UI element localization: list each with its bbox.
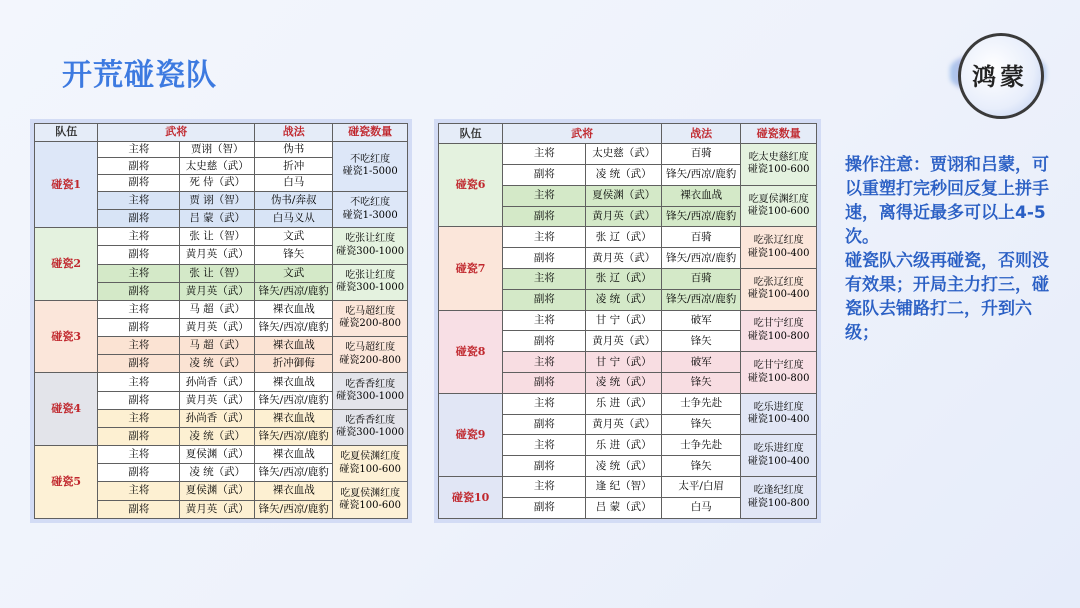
team-name: 碰瓷2 bbox=[35, 228, 98, 301]
qty-condition: 吃乐进红度 bbox=[753, 401, 804, 413]
general-cell: 张 让（智） bbox=[180, 228, 255, 246]
tactic-cell: 白马义从 bbox=[255, 210, 333, 228]
role-cell: 副将 bbox=[503, 289, 586, 310]
qty-range: 碰瓷1-3000 bbox=[342, 209, 398, 221]
role-cell: 副将 bbox=[503, 206, 586, 227]
qty-range: 碰瓷100-400 bbox=[747, 247, 810, 259]
tactic-cell: 锋矢/西凉/鹿豹 bbox=[662, 164, 741, 185]
tactic-cell: 锋矢/西凉/鹿豹 bbox=[255, 464, 333, 482]
general-cell: 贾诩（智） bbox=[180, 141, 255, 158]
table-row bbox=[439, 393, 817, 414]
tactic-cell: 裸衣血战 bbox=[255, 482, 333, 500]
team-name: 碰瓷6 bbox=[439, 144, 503, 227]
general-cell: 黄月英（武） bbox=[586, 248, 662, 269]
qty-range: 碰瓷1-5000 bbox=[342, 166, 398, 178]
header-general: 武将 bbox=[503, 124, 662, 144]
role-cell: 副将 bbox=[98, 500, 180, 518]
qty-cell bbox=[333, 482, 408, 519]
tactic-cell: 破军 bbox=[662, 352, 741, 373]
operation-notes bbox=[845, 153, 1050, 345]
tactic-cell: 裸衣血战 bbox=[255, 373, 333, 391]
general-cell: 黄月英（武） bbox=[180, 500, 255, 518]
general-cell: 太史慈（武） bbox=[586, 144, 662, 165]
tactic-cell: 锋矢/西凉/鹿豹 bbox=[255, 427, 333, 445]
team-name: 碰瓷7 bbox=[439, 227, 503, 310]
general-cell: 张 让（智） bbox=[180, 264, 255, 282]
role-cell: 主将 bbox=[98, 482, 180, 500]
tactic-cell: 士争先赴 bbox=[662, 435, 741, 456]
table-header-row bbox=[35, 124, 408, 142]
role-cell: 主将 bbox=[98, 337, 180, 355]
qty-range: 碰瓷200-800 bbox=[339, 318, 401, 330]
qty-condition: 吃张辽红度 bbox=[753, 276, 804, 288]
general-cell: 黄月英（武） bbox=[586, 331, 662, 352]
qty-condition: 吃夏侯渊红度 bbox=[748, 193, 809, 205]
qty-range: 碰瓷100-400 bbox=[747, 414, 810, 426]
tactic-cell: 白马 bbox=[255, 175, 333, 192]
role-cell: 主将 bbox=[503, 310, 586, 331]
tactic-cell: 折冲 bbox=[255, 158, 333, 175]
header-qty: 碰瓷数量 bbox=[333, 124, 408, 142]
general-cell: 凌 统（武） bbox=[180, 464, 255, 482]
role-cell: 副将 bbox=[503, 414, 586, 435]
qty-condition: 吃马超红度 bbox=[345, 342, 396, 354]
team-name: 碰瓷8 bbox=[439, 310, 503, 393]
qty-condition: 吃甘宁红度 bbox=[753, 360, 804, 372]
tactic-cell: 破军 bbox=[662, 310, 741, 331]
tactic-cell: 裸衣血战 bbox=[662, 185, 741, 206]
qty-condition: 吃乐进红度 bbox=[753, 443, 804, 455]
qty-range: 碰瓷100-600 bbox=[339, 500, 401, 512]
lineup-table-right bbox=[434, 119, 821, 523]
role-cell: 副将 bbox=[98, 427, 180, 445]
tactic-cell: 锋矢 bbox=[255, 246, 333, 264]
general-cell: 乐 进（武） bbox=[586, 435, 662, 456]
role-cell: 主将 bbox=[98, 446, 180, 464]
table-row bbox=[439, 477, 817, 498]
general-cell: 黄月英（武） bbox=[180, 282, 255, 300]
tactic-cell: 锋矢 bbox=[662, 331, 741, 352]
general-cell: 黄月英（武） bbox=[180, 391, 255, 409]
general-cell: 夏侯渊（武） bbox=[586, 185, 662, 206]
qty-condition: 吃太史慈红度 bbox=[748, 151, 809, 163]
role-cell: 副将 bbox=[98, 282, 180, 300]
qty-range: 碰瓷300-1000 bbox=[336, 391, 405, 403]
qty-condition: 吃张让红度 bbox=[345, 269, 396, 281]
qty-cell bbox=[333, 141, 408, 191]
general-cell: 死 侍（武） bbox=[180, 175, 255, 192]
team-name: 碰瓷3 bbox=[35, 300, 98, 373]
team-name: 碰瓷5 bbox=[35, 446, 98, 519]
general-cell: 吕 蒙（武） bbox=[180, 210, 255, 228]
tactic-cell: 锋矢/西凉/鹿豹 bbox=[662, 248, 741, 269]
role-cell: 副将 bbox=[503, 497, 586, 518]
team-name: 碰瓷1 bbox=[35, 141, 98, 228]
tactic-cell: 裸衣血战 bbox=[255, 409, 333, 427]
role-cell: 副将 bbox=[98, 175, 180, 192]
tactic-cell: 太平/白眉 bbox=[662, 477, 741, 498]
tactic-cell: 锋矢 bbox=[662, 373, 741, 394]
role-cell: 主将 bbox=[98, 373, 180, 391]
qty-condition: 吃张让红度 bbox=[345, 233, 396, 245]
qty-range: 碰瓷100-800 bbox=[747, 330, 810, 342]
general-cell: 贾 诩（智） bbox=[180, 191, 255, 209]
general-cell: 黄月英（武） bbox=[586, 414, 662, 435]
qty-cell bbox=[741, 477, 817, 519]
qty-range: 碰瓷200-800 bbox=[339, 354, 401, 366]
role-cell: 主将 bbox=[98, 228, 180, 246]
tactic-cell: 士争先赴 bbox=[662, 393, 741, 414]
tactic-cell: 裸衣血战 bbox=[255, 300, 333, 318]
role-cell: 副将 bbox=[98, 246, 180, 264]
general-cell: 逢 纪（智） bbox=[586, 477, 662, 498]
table-row bbox=[439, 310, 817, 331]
qty-condition: 吃夏侯渊红度 bbox=[340, 487, 401, 499]
tactic-cell: 伪书/奔叔 bbox=[255, 191, 333, 209]
general-cell: 凌 统（武） bbox=[586, 373, 662, 394]
role-cell: 主将 bbox=[98, 191, 180, 209]
role-cell: 主将 bbox=[98, 264, 180, 282]
qty-range: 碰瓷100-800 bbox=[747, 372, 810, 384]
tactic-cell: 白马 bbox=[662, 497, 741, 518]
qty-cell bbox=[333, 337, 408, 373]
qty-range: 碰瓷100-400 bbox=[747, 455, 810, 467]
tactic-cell: 锋矢/西凉/鹿豹 bbox=[662, 206, 741, 227]
tactic-cell: 折冲御侮 bbox=[255, 355, 333, 373]
role-cell: 主将 bbox=[503, 477, 586, 498]
qty-range: 碰瓷100-400 bbox=[747, 289, 810, 301]
general-cell: 凌 统（武） bbox=[180, 427, 255, 445]
tactic-cell: 百骑 bbox=[662, 227, 741, 248]
general-cell: 马 超（武） bbox=[180, 337, 255, 355]
qty-cell bbox=[741, 185, 817, 227]
role-cell: 副将 bbox=[503, 456, 586, 477]
qty-cell bbox=[333, 446, 408, 482]
header-qty: 碰瓷数量 bbox=[741, 124, 817, 144]
qty-condition: 不吃红度 bbox=[350, 197, 391, 209]
qty-condition: 吃香香红度 bbox=[345, 378, 396, 390]
table-row bbox=[35, 141, 408, 158]
table-row bbox=[35, 300, 408, 318]
qty-cell bbox=[333, 409, 408, 445]
general-cell: 甘 宁（武） bbox=[586, 310, 662, 331]
header-team: 队伍 bbox=[439, 124, 503, 144]
tactic-cell: 裸衣血战 bbox=[255, 337, 333, 355]
role-cell: 副将 bbox=[98, 158, 180, 175]
role-cell: 主将 bbox=[503, 352, 586, 373]
role-cell: 副将 bbox=[503, 248, 586, 269]
general-cell: 吕 蒙（武） bbox=[586, 497, 662, 518]
general-cell: 马 超（武） bbox=[180, 300, 255, 318]
general-cell: 夏侯渊（武） bbox=[180, 446, 255, 464]
table-row bbox=[35, 228, 408, 246]
qty-cell bbox=[741, 352, 817, 394]
tactic-cell: 锋矢/西凉/鹿豹 bbox=[662, 289, 741, 310]
brand-logo bbox=[950, 25, 1048, 123]
qty-range: 碰瓷100-600 bbox=[747, 206, 810, 218]
qty-condition: 吃夏侯渊红度 bbox=[340, 451, 401, 463]
general-cell: 黄月英（武） bbox=[586, 206, 662, 227]
lineup-table-left bbox=[30, 119, 412, 523]
qty-cell bbox=[741, 144, 817, 186]
lineup-table bbox=[438, 123, 817, 519]
header-tactic: 战法 bbox=[662, 124, 741, 144]
tactic-cell: 文武 bbox=[255, 264, 333, 282]
qty-range: 碰瓷300-1000 bbox=[336, 245, 405, 257]
qty-range: 碰瓷100-600 bbox=[339, 463, 401, 475]
lineup-table bbox=[34, 123, 408, 519]
role-cell: 副将 bbox=[503, 331, 586, 352]
table-row bbox=[439, 227, 817, 248]
general-cell: 太史慈（武） bbox=[180, 158, 255, 175]
qty-range: 碰瓷300-1000 bbox=[336, 427, 405, 439]
qty-condition: 吃香香红度 bbox=[345, 414, 396, 426]
general-cell: 甘 宁（武） bbox=[586, 352, 662, 373]
header-tactic: 战法 bbox=[255, 124, 333, 142]
qty-cell bbox=[333, 300, 408, 336]
general-cell: 凌 统（武） bbox=[586, 289, 662, 310]
qty-cell bbox=[333, 373, 408, 409]
qty-range: 碰瓷300-1000 bbox=[336, 282, 405, 294]
role-cell: 主将 bbox=[503, 227, 586, 248]
general-cell: 孙尚香（武） bbox=[180, 373, 255, 391]
qty-range: 碰瓷100-800 bbox=[747, 497, 810, 509]
qty-range: 碰瓷100-600 bbox=[747, 164, 810, 176]
role-cell: 主将 bbox=[98, 141, 180, 158]
qty-cell bbox=[741, 435, 817, 477]
role-cell: 副将 bbox=[98, 355, 180, 373]
role-cell: 主将 bbox=[503, 393, 586, 414]
logo-text: 鸿蒙 bbox=[972, 62, 1028, 91]
general-cell: 乐 进（武） bbox=[586, 393, 662, 414]
qty-cell bbox=[333, 228, 408, 264]
tactic-cell: 锋矢/西凉/鹿豹 bbox=[255, 500, 333, 518]
table-row bbox=[439, 144, 817, 165]
role-cell: 主将 bbox=[503, 144, 586, 165]
tactic-cell: 裸衣血战 bbox=[255, 446, 333, 464]
table-header-row bbox=[439, 124, 817, 144]
qty-cell bbox=[741, 227, 817, 269]
role-cell: 主将 bbox=[503, 435, 586, 456]
note-paragraph: 碰瓷队六级再碰瓷，否则没有效果；开局主力打三，碰瓷队去铺路打二，升到六级； bbox=[845, 251, 1049, 343]
qty-cell bbox=[741, 310, 817, 352]
role-cell: 副将 bbox=[503, 164, 586, 185]
role-cell: 副将 bbox=[98, 318, 180, 336]
tactic-cell: 文武 bbox=[255, 228, 333, 246]
qty-cell bbox=[333, 191, 408, 227]
tactic-cell: 锋矢 bbox=[662, 414, 741, 435]
general-cell: 凌 统（武） bbox=[586, 456, 662, 477]
tactic-cell: 百骑 bbox=[662, 144, 741, 165]
tactic-cell: 百骑 bbox=[662, 268, 741, 289]
general-cell: 凌 统（武） bbox=[180, 355, 255, 373]
header-general: 武将 bbox=[98, 124, 255, 142]
general-cell: 张 辽（武） bbox=[586, 268, 662, 289]
general-cell: 夏侯渊（武） bbox=[180, 482, 255, 500]
table-row bbox=[35, 446, 408, 464]
role-cell: 副将 bbox=[98, 464, 180, 482]
qty-condition: 吃甘宁红度 bbox=[753, 318, 804, 330]
general-cell: 张 辽（武） bbox=[586, 227, 662, 248]
tactic-cell: 锋矢 bbox=[662, 456, 741, 477]
qty-condition: 不吃红度 bbox=[350, 153, 391, 165]
page-title: 开荒碰瓷队 bbox=[62, 58, 217, 93]
general-cell: 黄月英（武） bbox=[180, 246, 255, 264]
qty-cell bbox=[741, 268, 817, 310]
role-cell: 副将 bbox=[98, 210, 180, 228]
team-name: 碰瓷9 bbox=[439, 393, 503, 476]
role-cell: 副将 bbox=[503, 373, 586, 394]
general-cell: 凌 统（武） bbox=[586, 164, 662, 185]
qty-condition: 吃张辽红度 bbox=[753, 235, 804, 247]
role-cell: 主将 bbox=[503, 185, 586, 206]
tactic-cell: 锋矢/西凉/鹿豹 bbox=[255, 282, 333, 300]
qty-cell bbox=[741, 393, 817, 435]
general-cell: 孙尚香（武） bbox=[180, 409, 255, 427]
tactic-cell: 锋矢/西凉/鹿豹 bbox=[255, 391, 333, 409]
qty-condition: 吃逢纪红度 bbox=[753, 485, 804, 497]
table-row bbox=[35, 373, 408, 391]
role-cell: 主将 bbox=[98, 300, 180, 318]
team-name: 碰瓷10 bbox=[439, 477, 503, 519]
role-cell: 主将 bbox=[503, 268, 586, 289]
tactic-cell: 锋矢/西凉/鹿豹 bbox=[255, 318, 333, 336]
qty-condition: 吃马超红度 bbox=[345, 305, 396, 317]
general-cell: 黄月英（武） bbox=[180, 318, 255, 336]
header-team: 队伍 bbox=[35, 124, 98, 142]
note-paragraph: 操作注意：贾诩和吕蒙，可以重塑打完秒回反复上拼手速，离得近最多可以上4-5次。 bbox=[845, 155, 1049, 247]
qty-cell bbox=[333, 264, 408, 300]
role-cell: 副将 bbox=[98, 391, 180, 409]
team-name: 碰瓷4 bbox=[35, 373, 98, 446]
role-cell: 主将 bbox=[98, 409, 180, 427]
tactic-cell: 伪书 bbox=[255, 141, 333, 158]
